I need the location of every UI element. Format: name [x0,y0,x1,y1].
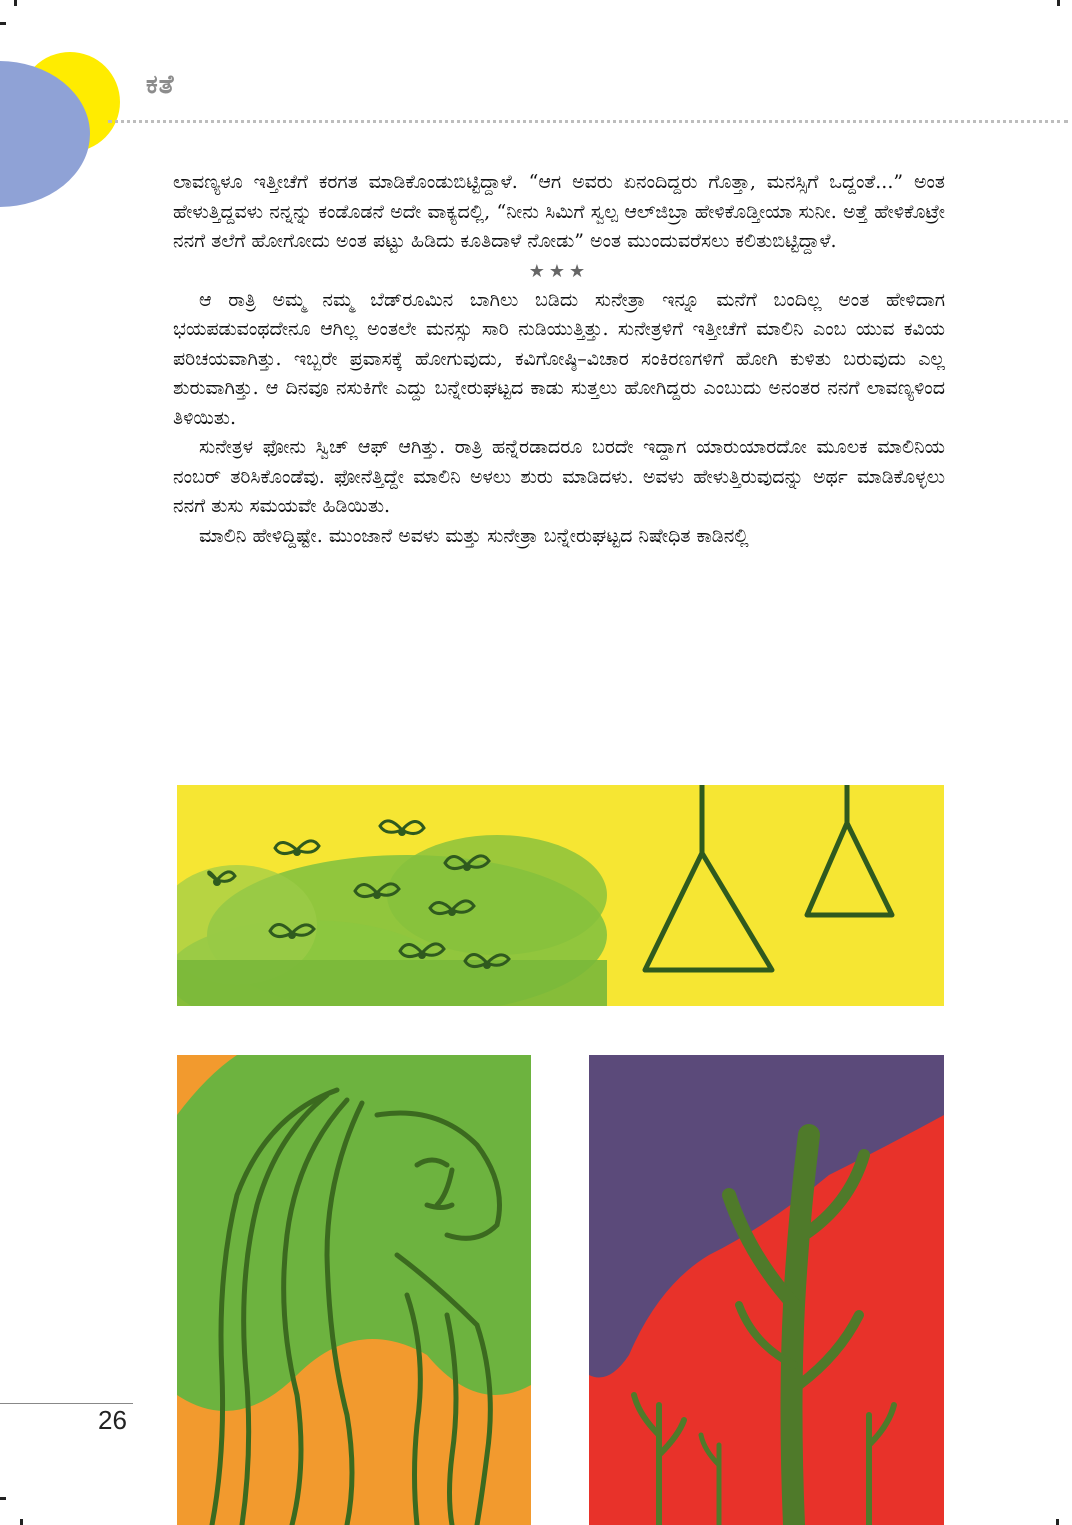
page-number: 26 [98,1405,127,1435]
header-dotted-rule [108,120,1068,123]
page-number-rule [0,1403,133,1404]
illustration-insects-and-swings [177,785,944,1006]
section-label: ಕತೆ [146,70,175,100]
crop-mark [1056,1519,1059,1525]
green-wash [177,835,607,1006]
crop-mark [0,1497,6,1500]
crop-mark [14,0,17,6]
crop-mark [1057,0,1060,6]
crop-mark [0,22,6,25]
crop-mark [20,1519,23,1525]
paragraph: ಆ ರಾತ್ರಿ ಅಮ್ಮ ನಮ್ಮ ಬೆಡ್‌ರೂಮಿನ ಬಾಗಿಲು ಬಡಿದು ಸುನೇತ್ರಾ ಇನ್ನೂ ಮನೆಗೆ ಬಂದಿಲ್ಲ ಅಂತ ಹೇಳಿದಾಗ ಭಯಪಡುವಂಥದೇನೂ ಆಗಿಲ್ಲ ಅಂತಲೇ ಮನಸ್ಸು ಸಾರಿ ನುಡಿಯುತ್ತಿತ್ತು. ಸುನೇತ್ರಳಿಗೆ ಇತ್ತೀಚೆಗೆ ಮಾಲಿನಿ ಎಂಬ ಯುವ ಕವಿಯ ಪರಿಚಯವಾಗಿತ್ತು. ಇಬ್ಬರೇ ಪ್ರವಾಸಕ್ಕೆ ಹೋಗುವುದು, ಕವಿಗೋಷ್ಠಿ–ವಿಚಾರ ಸಂಕಿರಣಗಳಿಗೆ ಹೋಗಿ ಕುಳಿತು ಬರುವುದು ಎಲ್ಲ ಶುರುವಾಗಿತ್ತು. ಆ ದಿನವೂ ನಸುಕಿಗೇ ಎದ್ದು ಬನ್ನೇರುಘಟ್ಟದ ಕಾಡು ಸುತ್ತಲು ಹೋಗಿದ್ದರು ಎಂಬುದು ಅನಂತರ ನನಗೆ ಲಾವಣ್ಯಳಿಂದ ತಿಳಿಯಿತು. [173,288,945,429]
paragraph: ಲಾವಣ್ಯಳೂ ಇತ್ತೀಚೆಗೆ ಕರಗತ ಮಾಡಿಕೊಂಡುಬಿಟ್ಟಿದ್ದಾಳೆ. “ಆಗ ಅವರು ಏನಂದಿದ್ದರು ಗೊತ್ತಾ, ಮನಸ್ಸಿಗೆ ಒದ್ದಂತೆ...” ಅಂತ ಹೇಳುತ್ತಿದ್ದವಳು ನನ್ನನ್ನು ಕಂಡೊಡನೆ ಅದೇ ವಾಕ್ಯದಲ್ಲಿ, “ನೀನು ಸಿಮಿಗೆ ಸ್ವಲ್ಪ ಆಲ್‌ಜಿಬ್ರಾ ಹೇಳಿಕೊಡ್ತೀಯಾ ಸುನೀ. ಅತ್ತೆ ಹೇಳಿಕೊಟ್ರೇ ನನಗೆ ತಲೆಗೆ ಹೋಗೋದು ಅಂತ ಪಟ್ಟು ಹಿಡಿದು ಕೂತಿದಾಳೆ ನೋಡು” ಅಂತ ಮುಂದುವರೆಸಲು ಕಲಿತುಬಿಟ್ಟಿದ್ದಾಳೆ. [173,171,945,252]
paragraph: ಸುನೇತ್ರಳ ಫೋನು ಸ್ವಿಚ್ ಆಫ್ ಆಗಿತ್ತು. ರಾತ್ರಿ ಹನ್ನೆರಡಾದರೂ ಬರದೇ ಇದ್ದಾಗ ಯಾರುಯಾರದೋ ಮೂಲಕ ಮಾಲಿನಿಯ ನಂಬರ್ ತರಿಸಿಕೊಂಡೆವು. ಫೋನೆತ್ತಿದ್ದೇ ಮಾಲಿನಿ ಅಳಲು ಶುರು ಮಾಡಿದಳು. ಅವಳು ಹೇಳುತ್ತಿರುವುದನ್ನು ಅರ್ಥ ಮಾಡಿಕೊಳ್ಳಲು ನನಗೆ ತುಸು ಸಮಯವೇ ಹಿಡಿಯಿತು. [173,436,945,517]
section-separator: ★★★ [528,260,590,282]
illustration-woman-portrait [177,1055,531,1525]
article-body [173,168,945,551]
illustration-bare-trees [589,1055,944,1525]
paragraph: ಮಾಲಿನಿ ಹೇಳಿದ್ದಿಷ್ಟೇ. ಮುಂಜಾನೆ ಅವಳು ಮತ್ತು ಸುನೇತ್ರಾ ಬನ್ನೇರುಘಟ್ಟದ ನಿಷೇಧಿತ ಕಾಡಿನಲ್ಲಿ [199,524,749,547]
swing-icons [645,785,892,970]
